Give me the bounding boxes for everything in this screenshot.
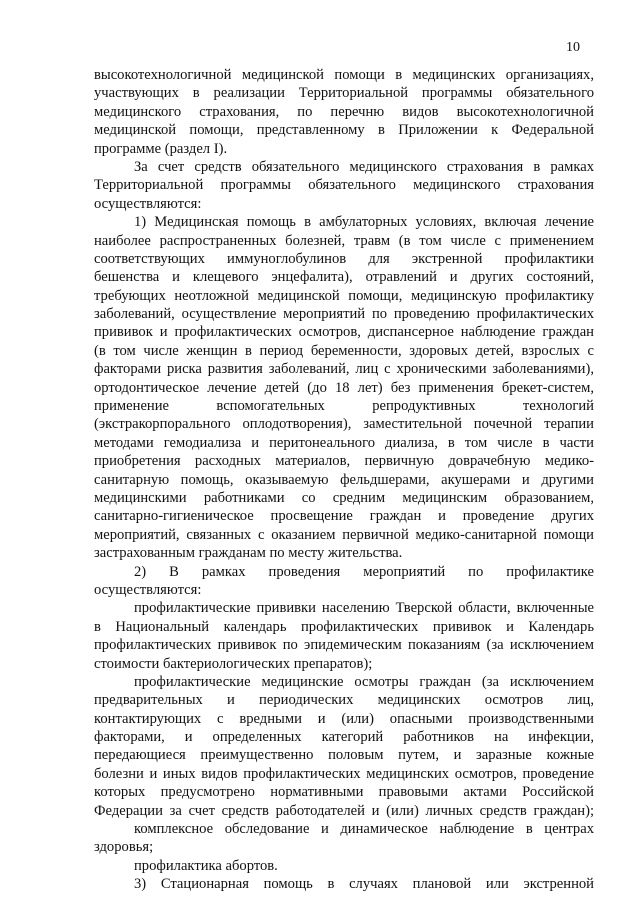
text-line: здоровья; (94, 839, 154, 856)
text-line: ортодонтическое лечение детей (до 18 лет) без применения брекет-систем, (94, 379, 594, 396)
text-line: бешенства и клещевого энцефалита), отравлений и других состояний, (94, 269, 594, 286)
text-line: заболеваний, осуществление мероприятий по проведению профилактических (94, 306, 594, 323)
text-line: приобретения расходных материалов, первичную доврачебную медико- (94, 453, 594, 470)
text-line: применение вспомогательных репродуктивных технологий (94, 398, 594, 415)
text-line: в Национальный календарь профилактических прививок и Календарь (94, 618, 594, 635)
text-line: болезни и иных видов профилактических медицинских осмотров, проведение (94, 765, 594, 782)
text-line: За счет средств обязательного медицинского страхования в рамках (134, 158, 594, 175)
text-line: профилактических прививок по эпидемическим показаниям (за исключением (94, 637, 594, 654)
text-line: осуществляются: (94, 581, 202, 598)
text-line: 1) Медицинская помощь в амбулаторных условиях, включая лечение (134, 214, 594, 231)
text-line: факторами риска развития заболеваний, лиц с хроническими заболеваниями), (94, 361, 594, 378)
text-line: профилактика абортов. (134, 857, 278, 874)
text-line: (экстракорпорального оплодотворения), заместительной почечной терапии (94, 416, 594, 433)
text-line: требующих неотложной медицинской помощи, медицинскую профилактику (94, 287, 594, 304)
text-line: профилактические медицинские осмотры граждан (за исключением (134, 673, 594, 690)
text-line: медицинской помощи, представленному в Приложении к Федеральной (94, 122, 594, 139)
text-line: осуществляются: (94, 195, 202, 212)
text-line: Федерации за счет средств работодателей и (или) личных средств граждан); (94, 802, 594, 819)
text-line: (в том числе женщин в период беременности, здоровых детей, взрослых с (94, 342, 594, 359)
text-line: санитарную помощь, оказываемую фельдшерами, акушерами и другими (94, 471, 594, 488)
document-body (94, 66, 594, 894)
text-line: участвующих в реализации Территориальной программы обязательного (94, 85, 594, 102)
text-line: факторами, и определенных категорий работников на инфекции, (94, 729, 594, 746)
text-line: передающиеся преимущественно половым путем, и заразные кожные (94, 747, 594, 764)
text-line: 2) В рамках проведения мероприятий по профилактике (134, 563, 594, 580)
page-number: 10 (566, 40, 580, 55)
text-line: санитарно-гигиеническое просвещение граждан и проведение других (94, 508, 594, 525)
text-line: контактирующих с вредными и (или) опасными производственными (94, 710, 594, 727)
text-line: наиболее распространенных болезней, травм (в том числе с применением (94, 232, 594, 249)
text-line: комплексное обследование и динамическое наблюдение в центрах (134, 821, 594, 838)
text-line: стоимости бактериологических препаратов); (94, 655, 373, 672)
text-line: методами гемодиализа и перитонеального диализа, в том числе в части (94, 434, 594, 451)
text-line: мероприятий, связанных с оказанием первичной медико-санитарной помощи (94, 526, 594, 543)
text-line: высокотехнологичной медицинской помощи в медицинских организациях, (94, 67, 594, 83)
text-line: 3) Стационарная помощь в случаях плановой или экстренной (134, 876, 594, 893)
text-line: прививок и профилактических осмотров, диспансерное наблюдение граждан (94, 324, 594, 341)
text-line: Территориальной программы обязательного медицинского страхования (94, 177, 594, 194)
text-line: которых предусмотрено нормативными правовыми актами Российской (94, 784, 594, 801)
text-line: профилактические прививки населению Тверской области, включенные (134, 600, 594, 617)
text-line: предварительных и периодических медицинских осмотров лиц, (94, 692, 594, 709)
text-line: соответствующих иммуноглобулинов для экстренной профилактики (94, 250, 594, 267)
text-line: медицинского страхования, по перечню видов высокотехнологичной (94, 103, 594, 120)
text-line: застрахованным гражданам по месту жительства. (94, 545, 403, 562)
text-line: медицинскими работниками со средним медицинским образованием, (94, 489, 594, 506)
text-line: программе (раздел I). (94, 140, 228, 157)
